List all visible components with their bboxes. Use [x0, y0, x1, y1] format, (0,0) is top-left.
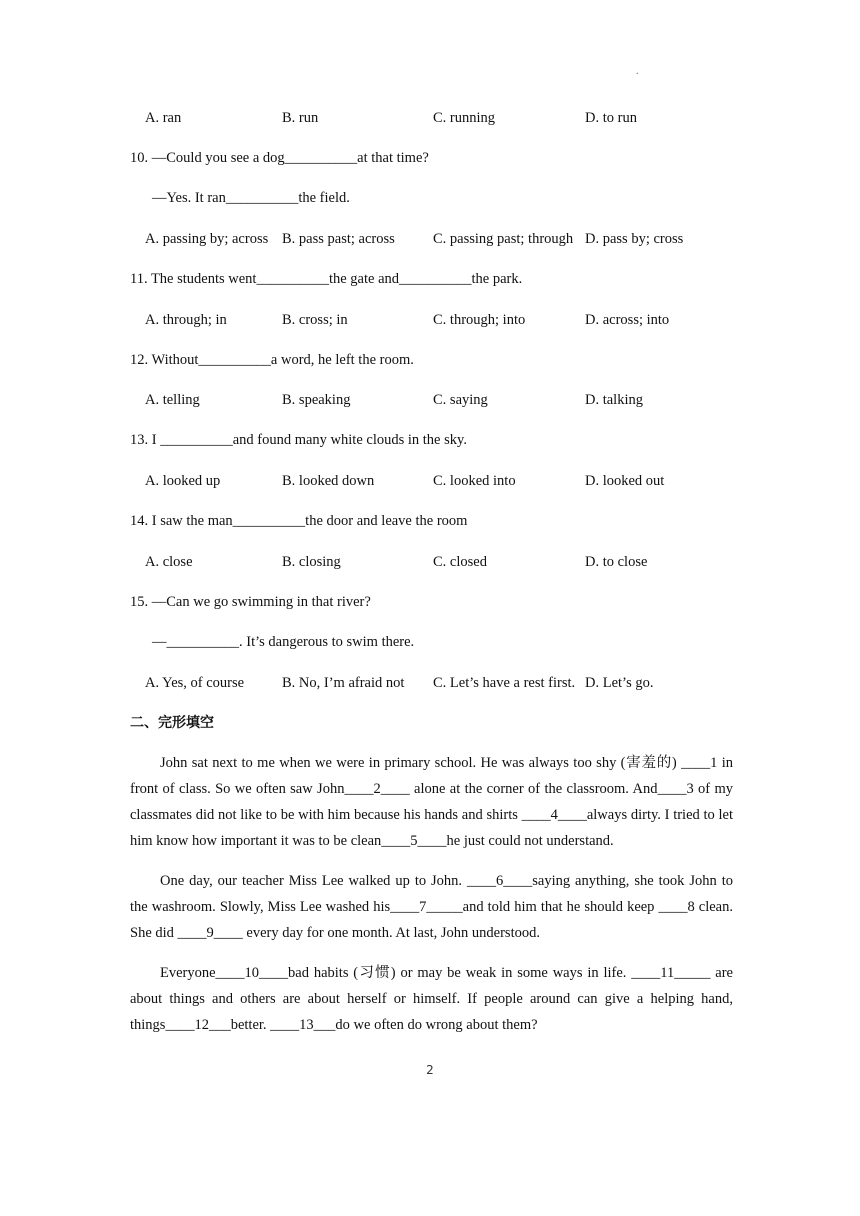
option-d: D. pass by; cross: [585, 231, 684, 247]
options-row-q15: [145, 674, 745, 692]
passage-paragraph-3: Everyone____10____bad habits (习惯) or may be weak in some ways in life. ____11_____ are about things and others are about herself or himself. If people around can give a helping hand, things____12___better. ____13___do we often do wrong about them?: [130, 965, 733, 1033]
option-b: B. run: [282, 110, 319, 126]
option-a: A. Yes, of course: [145, 675, 245, 691]
option-c: C. saying: [433, 392, 488, 408]
question-15-stem: 15. —Can we go swimming in that river?: [130, 594, 371, 610]
option-a: A. looked up: [145, 473, 221, 489]
options-row-q13: [145, 472, 745, 490]
option-c: C. Let’s have a rest first.: [433, 675, 576, 691]
option-d: D. across; into: [585, 312, 670, 328]
option-b: B. pass past; across: [282, 231, 395, 247]
question-15-response: —__________. It’s dangerous to swim there.: [152, 634, 415, 650]
option-d: D. talking: [585, 392, 643, 408]
option-b: B. closing: [282, 554, 341, 570]
option-a: A. through; in: [145, 312, 227, 328]
section-heading: 二、完形填空: [130, 715, 214, 731]
question-11-stem: 11. The students went__________the gate and__________the park.: [130, 271, 523, 287]
option-a: A. close: [145, 554, 193, 570]
options-row-q14: [145, 553, 745, 571]
option-b: B. No, I’m afraid not: [282, 675, 405, 691]
page-number: 2: [426, 1063, 434, 1077]
option-c: C. closed: [433, 554, 487, 570]
option-c: C. passing past; through: [433, 231, 574, 247]
option-c: C. looked into: [433, 473, 516, 489]
option-c: C. running: [433, 110, 496, 126]
option-a: A. telling: [145, 392, 200, 408]
option-d: D. looked out: [585, 473, 665, 489]
options-row-q10: [145, 230, 745, 248]
passage-paragraph-2: One day, our teacher Miss Lee walked up to John. ____6____saying anything, she took John to the washroom. Slowly, Miss Lee washed his____7_____and told him that he should keep ____8 clean. She did ____9____ every day for one month. At last, John understood.: [130, 873, 733, 941]
option-d: D. Let’s go.: [585, 675, 654, 691]
option-d: D. to close: [585, 554, 648, 570]
question-14-stem: 14. I saw the man__________the door and leave the room: [130, 513, 468, 529]
passage-paragraph-1: John sat next to me when we were in primary school. He was always too shy (害羞的) ____1 in front of class. So we often saw John____2____ alone at the corner of the classroom. And____3 of my classmates did not like to be with him because his hands and shirts ____4____always dirty. I tried to let him know how important it was to be clean____5____he just could not understand.: [130, 755, 733, 849]
question-10-response: —Yes. It ran__________the field.: [152, 190, 350, 206]
option-b: B. cross; in: [282, 312, 348, 328]
option-a: A. passing by; across: [145, 231, 269, 247]
option-a: A. ran: [145, 110, 182, 126]
option-c: C. through; into: [433, 312, 526, 328]
option-b: B. looked down: [282, 473, 375, 489]
question-12-stem: 12. Without__________a word, he left the room.: [130, 352, 414, 368]
corner-mark: .: [636, 66, 639, 77]
options-row-q11: [145, 311, 745, 329]
question-10-stem: 10. —Could you see a dog__________at that time?: [130, 150, 429, 166]
question-13-stem: 13. I __________and found many white clouds in the sky.: [130, 432, 467, 448]
option-b: B. speaking: [282, 392, 351, 408]
option-d: D. to run: [585, 110, 637, 126]
options-row-q12: [145, 391, 745, 409]
options-row-q9: [145, 109, 745, 127]
